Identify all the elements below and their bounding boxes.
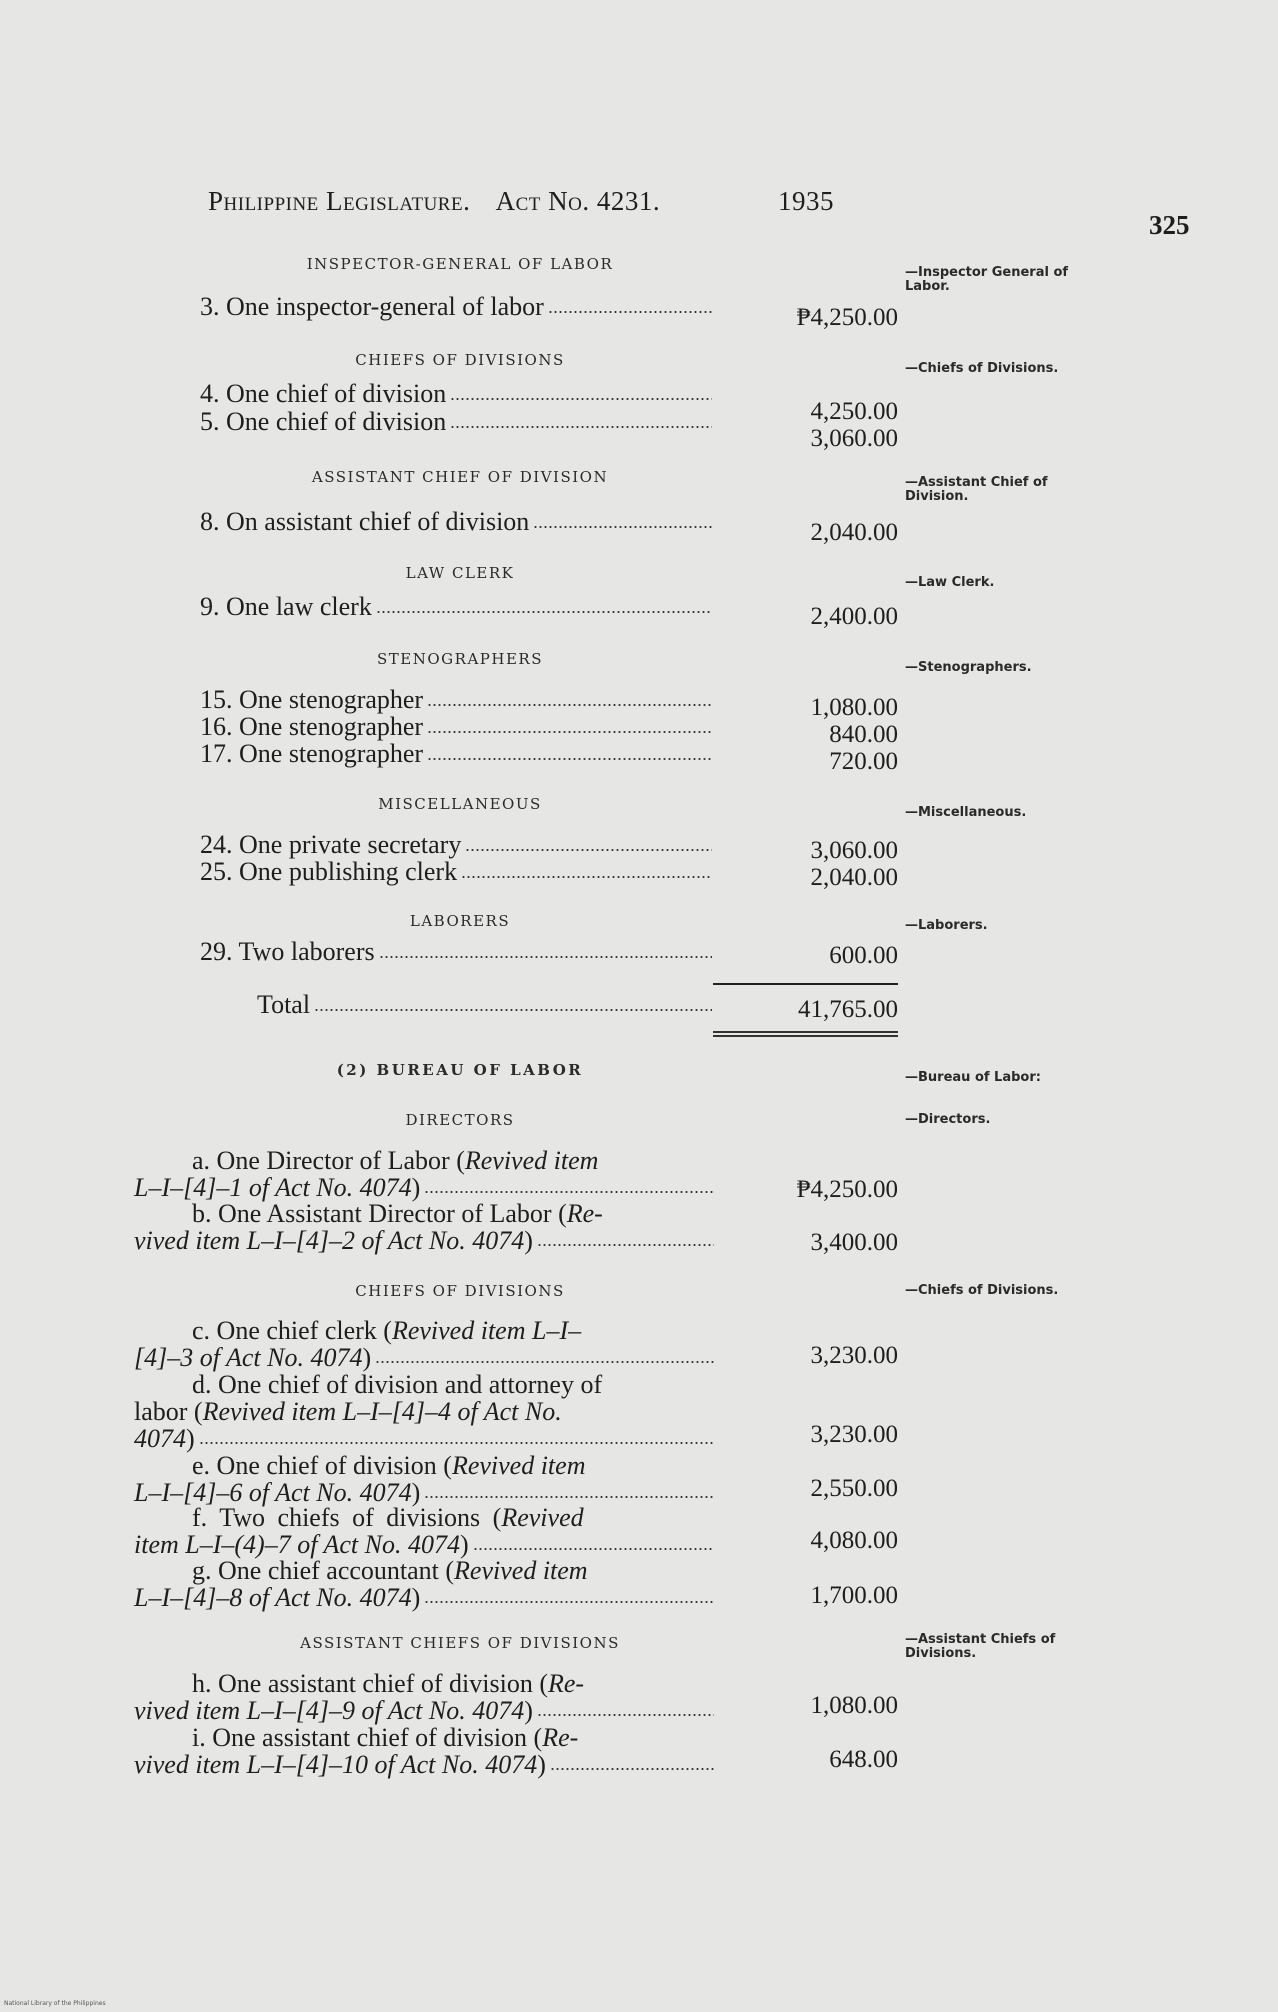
leader-dots (537, 1713, 714, 1717)
item-amount: 1,080.00 (810, 694, 898, 721)
leader-dots (548, 310, 712, 314)
item-amount: 3,060.00 (810, 425, 898, 452)
item-amount: ₱4,250.00 (796, 1176, 898, 1203)
item-amount: 3,230.00 (810, 1421, 898, 1448)
section-heading-miscellaneous: MISCELLANEOUS (378, 795, 542, 813)
side-note-bureau: —Bureau of Labor: (905, 1070, 1041, 1085)
section-heading-directors: DIRECTORS (405, 1111, 515, 1129)
leader-dots (314, 1008, 712, 1012)
running-head (208, 186, 834, 217)
item-text: 9. One law clerk (200, 592, 372, 621)
leader-dots (533, 525, 712, 529)
side-note-law-clerk: —Law Clerk. (905, 575, 995, 590)
side-note-assistant-chiefs: —Assistant Chiefs of Divisions. (905, 1632, 1056, 1661)
item-g: g. One chief accountant (Revived item L–I–[4]–8 of Act No. 4074) (134, 1557, 714, 1611)
item-text: 5. One chief of division (200, 407, 447, 436)
leader-dots (465, 848, 712, 852)
item-f: f. Two chiefs of divisions (Revived item L–I–(4)–7 of Act No. 4074) (134, 1504, 714, 1558)
leader-dots (375, 1360, 714, 1364)
section-heading-assistant-chief: ASSISTANT CHIEF OF DIVISION (311, 468, 609, 486)
item-text: 8. On assistant chief of division (200, 507, 530, 536)
leader-dots (537, 1243, 714, 1247)
item-text: 24. One private secretary (200, 830, 462, 859)
leader-dots (376, 610, 712, 614)
item-amount: 3,400.00 (810, 1229, 898, 1256)
item-text: 16. One stenographer (200, 712, 424, 741)
item-amount: 3,060.00 (810, 837, 898, 864)
item-text: 17. One stenographer (200, 739, 424, 768)
item-amount: 1,080.00 (810, 1692, 898, 1719)
section-heading-chiefs: CHIEFS OF DIVISIONS (355, 351, 565, 369)
leader-dots (473, 1547, 714, 1551)
leader-dots (199, 1441, 714, 1445)
total-double-rule (713, 1031, 898, 1037)
section-heading-stenographers: STENOGRAPHERS (377, 650, 543, 668)
leader-dots (424, 1190, 714, 1194)
leader-dots (450, 397, 712, 401)
section-heading-law-clerk: LAW CLERK (405, 564, 515, 582)
side-note-laborers: —Laborers. (905, 918, 988, 933)
legislature-title: Philippine Legislature. (208, 186, 471, 216)
leader-dots (424, 1495, 714, 1499)
item-i: i. One assistant chief of division (Re- vived item L–I–[4]–10 of Act No. 4074) (134, 1724, 714, 1778)
item-amount: 2,400.00 (810, 603, 898, 630)
item-amount: 840.00 (829, 721, 898, 748)
item-text: 25. One publishing clerk (200, 857, 458, 886)
item-amount: 1,700.00 (810, 1582, 898, 1609)
side-note-assistant-chief: —Assistant Chief of Division. (905, 475, 1048, 504)
item-amount: 2,040.00 (810, 519, 898, 546)
section-heading-inspector: INSPECTOR-GENERAL OF LABOR (306, 255, 614, 273)
side-note-directors: —Directors. (905, 1112, 991, 1127)
leader-dots (550, 1767, 714, 1771)
item-amount: ₱4,250.00 (796, 304, 898, 331)
item-amount: 4,080.00 (810, 1527, 898, 1554)
item-text: 3. One inspector-general of labor (200, 292, 544, 321)
item-b: b. One Assistant Director of Labor (Re- vived item L–I–[4]–2 of Act No. 4074) (134, 1200, 714, 1254)
item-amount: 2,550.00 (810, 1475, 898, 1502)
item-a: a. One Director of Labor (Revived item L–I–[4]–1 of Act No. 4074) (134, 1147, 714, 1201)
item-amount: 2,040.00 (810, 864, 898, 891)
leader-dots (424, 1600, 714, 1604)
leader-dots (450, 425, 712, 429)
side-note-chiefs: —Chiefs of Divisions. (905, 361, 1059, 376)
total-amount: 41,765.00 (798, 996, 898, 1023)
page-number: 325 (1149, 210, 1190, 240)
item-text: 4. One chief of division (200, 379, 447, 408)
item-amount: 648.00 (829, 1746, 898, 1773)
item-h: h. One assistant chief of division (Re- vived item L–I–[4]–9 of Act No. 4074) (134, 1670, 714, 1724)
side-note-stenographers: —Stenographers. (905, 660, 1032, 675)
leader-dots (427, 757, 712, 761)
section-heading-assistant-chiefs: ASSISTANT CHIEFS OF DIVISIONS (300, 1634, 620, 1652)
year: 1935 (778, 186, 834, 216)
leader-dots (461, 875, 712, 879)
item-amount: 600.00 (829, 942, 898, 969)
side-note-inspector: —Inspector General of Labor. (905, 265, 1069, 294)
scan-footer: National Library of the Philippines (4, 2000, 106, 2007)
side-note-chiefs-2: —Chiefs of Divisions. (905, 1283, 1059, 1298)
item-text: 29. Two laborers (200, 937, 375, 966)
section-heading-chiefs-2: CHIEFS OF DIVISIONS (355, 1282, 565, 1300)
leader-dots (379, 955, 712, 959)
section-heading-laborers: LABORERS (409, 912, 511, 930)
item-c: c. One chief clerk (Revived item L–I– [4]–3 of Act No. 4074) (134, 1317, 714, 1371)
leader-dots (427, 730, 712, 734)
item-d: d. One chief of division and attorney of labor (Revived item L–I–[4]–4 of Act No. 4074) (134, 1371, 714, 1452)
item-e: e. One chief of division (Revived item L–I–[4]–6 of Act No. 4074) (134, 1452, 714, 1506)
side-note-miscellaneous: —Miscellaneous. (905, 805, 1027, 820)
item-text: 15. One stenographer (200, 685, 424, 714)
item-amount: 3,230.00 (810, 1342, 898, 1369)
section-heading-bureau: (2) BUREAU OF LABOR (336, 1061, 584, 1079)
item-amount: 720.00 (829, 748, 898, 775)
leader-dots (427, 703, 712, 707)
total-label: Total (257, 990, 311, 1019)
item-amount: 4,250.00 (810, 398, 898, 425)
act-number: Act No. 4231. (495, 186, 661, 216)
total-rule (713, 983, 898, 985)
